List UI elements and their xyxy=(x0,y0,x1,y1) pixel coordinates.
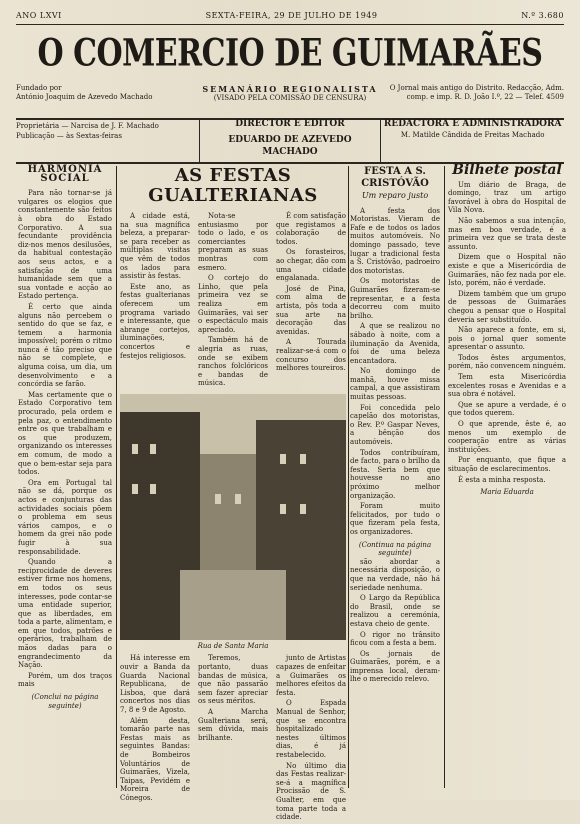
regional-label: SEMANÁRIO REGIONALISTA xyxy=(202,84,378,94)
top-text-columns xyxy=(120,212,346,390)
founder-name: António Joaquim de Azevedo Machado xyxy=(16,93,153,102)
article-festas-gualterianas xyxy=(120,165,346,822)
paragraph: Não aparece a fonte, em si, pois o jornal quer somente apresentar o assunto. xyxy=(448,326,566,352)
date-label: SEXTA-FEIRA, 29 DE JULHO DE 1949 xyxy=(205,10,378,20)
paragraph: Para não tornar-se já vulgares os elogios que constantemente são feitos à obra do Estado Corporativo. A sua fecundante providência diz-nos menos desilusões, da habitual contestação aos seus actos, e a satisfação de uma humanidade sem que a sua vontade e acção ao Estado pertença. xyxy=(18,189,112,301)
paragraph: Nota-se entusiasmo por todo o lado, e os comerciantes preparam as suas montras com esmero. xyxy=(198,212,268,272)
paragraph: O cortejo do Linho, que pela primeira vez se realiza em Guimarães, vai ser o espectáculo mais apreciado. xyxy=(198,274,268,334)
column-rule xyxy=(444,166,445,788)
founder-label: Fundado por xyxy=(16,84,62,92)
paragraph: É com satisfação que registamos a colaboração de todos. xyxy=(276,212,346,246)
paragraph: É esta a minha resposta. xyxy=(458,475,546,484)
paragraph: A que se realizou no sábado à noite, com a iluminação da Avenida, foi de uma beleza encantadora. xyxy=(350,322,440,365)
paragraph: Este ano, as festas gualterianas oferecem um programa variado e interessante, que abrange cortejos, iluminações, concertos e festejos religiosos. xyxy=(120,282,190,360)
text-column xyxy=(120,654,190,823)
article-heading: AS FESTAS GUALTERIANAS xyxy=(148,165,318,206)
photo-caption: Rua de Santa Maria xyxy=(197,641,269,650)
paragraph: A Marcha Gualteriana será, sem dúvida, mais brilhante. xyxy=(198,708,268,742)
paragraph: O que aprende, êste é, ao menos um exemplo de cooperação entre as várias instituições. xyxy=(448,420,566,454)
article-festa-s-cristovao xyxy=(350,166,440,788)
masthead-title: O COMERCIO DE GUIMARÃES xyxy=(37,31,543,75)
article-harmonia-social xyxy=(18,166,112,788)
bottom-text-columns xyxy=(120,654,346,823)
author-signature: Maria Eduarda xyxy=(480,488,534,497)
paragraph: Teremos, portanto, duas bandas de música, que não passarão sem fazer apreciar os seus méritos. xyxy=(198,654,268,706)
paragraph: Foi concedida pelo capelão dos motoristas, o Rev. P.º Gaspar Neves, a bênção dos automóveis. xyxy=(350,403,440,447)
text-column xyxy=(198,654,268,823)
publication-line: Publicação — às Sextas-feiras xyxy=(16,131,122,140)
paragraph: Um diário de Braga, de domingo, traz um artigo favorável à obra do Hospital de Vila Nova. xyxy=(448,180,566,215)
text-column xyxy=(276,212,346,390)
editor-heading: DIRECTOR E EDITOR xyxy=(235,119,345,129)
address-block xyxy=(387,84,564,118)
founder-block xyxy=(16,84,193,118)
text-column xyxy=(198,212,268,390)
paragraph: Dizem também que um grupo de pessoas de Guimarães chegou a pensar que o Hospital deveria ser substituído. xyxy=(448,289,566,324)
paragraph: No domingo de manhã, houve missa campal, a que assistiram muitas pessoas. xyxy=(350,367,440,402)
article-heading: FESTA A S. CRISTÓVÃO xyxy=(361,166,429,189)
paragraph: Os forasteiros, ao chegar, dão com uma cidade engalanada. xyxy=(276,248,346,283)
paragraph: Além desta, tomarão parte nas Festas mais as seguintes Bandas: de Bombeiros Voluntários de Guimarães, Vizela, Taipas, Pevidém e Moreira de Cónegos. xyxy=(120,716,190,802)
article-bilhete-postal xyxy=(448,162,566,788)
address-line-2: comp. e imp. R. D. João I.º, 22 — Telef. 4509 xyxy=(406,93,564,102)
paragraph: Ora em Portugal tal não se dá, porque os actos e conjunturas das actividades sociais põem o problema em seus vários campos, e o homem da grei não pode fugir à sua responsabilidade. xyxy=(18,478,112,556)
issue-number: N.º 3.680 xyxy=(521,10,564,20)
paragraph: É certo que ainda alguns não percebem o sentido do que se faz, e temem a harmonia impossível; porém o ritmo nunca é tão preciso que não se complete, e alguma coisa, um dia, um desenvolvimento e a concórdia se farão. xyxy=(18,302,112,389)
continuation-note: (Conclui na página seguinte) xyxy=(31,693,99,710)
paragraph: O Largo da República do Brasil, onde se realizou a ceremónia, estava cheio de gente. xyxy=(350,594,440,628)
paragraph: José de Pina, com alma de artista, pôs toda a sua arte na decoração das avenidas. xyxy=(276,284,346,336)
subhead xyxy=(16,84,564,120)
admin-name: M. Matilde Cândida de Freitas Machado xyxy=(400,130,545,139)
regional-block xyxy=(201,84,378,118)
paragraph: Não sabemos a sua intenção, mas em boa verdade, é a primeira vez que se trata deste assunto. xyxy=(448,216,566,251)
paragraph: Todos êstes argumentos, porém, não convencem ninguém. xyxy=(448,353,566,371)
paragraph: Foram muito felicitados, por tudo o que fizeram pela festa, os organizadores. xyxy=(350,502,440,536)
paragraph: são abordar a necessária disposição, o que na verdade, não há seriedade nenhuma. xyxy=(350,557,440,592)
owner-line: Proprietária — Narcisa de J. F. Machado xyxy=(16,122,159,130)
paragraph: Por enquanto, que fique a situação de esclarecimentos. xyxy=(448,456,566,473)
paragraph: Os motoristas de Guimarães fizeram-se representar, e a festa decorreu com muito brilho. xyxy=(350,277,440,320)
paragraph: A festa dos Motoristas. Vieram de Fafe e de todos os lados muitos automóveis. No domingo passado, teve lugar a tradicional festa a S. Cristóvão, padroeiro dos motoristas. xyxy=(350,206,440,275)
address-line-1: O Jornal mais antigo do Distrito. Redacção, Adm. xyxy=(389,84,564,92)
paragraph: Que se apure a verdade, é o que todos querem. xyxy=(448,400,566,418)
article-heading: Bilhete postal xyxy=(452,162,562,178)
text-column xyxy=(120,212,190,390)
paragraph: junto de Artistas capazes de enfeitar a Guimarães os melhores efeitos da festa. xyxy=(276,654,346,697)
paragraph: Tem esta Misericórdia excelentes rosas e Avenidas e a sua obra é notável. xyxy=(448,373,566,399)
paragraph: Quando a reciprocidade de deveres estiver firme nos homens, em todos os seus interesses, pode contar-se uma entidade superior, que as liberdades, em toda a parte, alimentam, e em que todos, patrões e operários, trabalham de mãos dadas para o engrandecimento da Nação. xyxy=(18,558,112,670)
paragraph: Mas certamente que o Estado Corporativo tem procurado, pela ordem e pela paz, o entendimento entre os que trabalham e os que produzem, organizando os interesses em comum, de modo a que o bem-estar seja para todos. xyxy=(18,390,112,477)
paragraph: Os jornais de Guimarães, porém, e a imprensa local, deram-lhe o merecido relevo. xyxy=(350,649,440,684)
staff-info xyxy=(16,118,564,164)
censorship-label: (VISADO PELA COMISSÃO DE CENSURA) xyxy=(213,94,367,103)
text-column xyxy=(276,654,346,823)
paragraph: Também há de alegria as ruas, onde se exibem ranchos folclóricos e bandas de música. xyxy=(198,336,268,388)
article-subheading: Um reparo justo xyxy=(361,191,429,200)
street-photo xyxy=(120,394,346,640)
owner-block xyxy=(16,118,199,162)
paragraph: Dizem que o Hospital não existe e que a Misericórdia de Guimarães, não fez nada por ele. Isto, porém, não é verdade. xyxy=(448,253,566,288)
paragraph: Porém, um dos traços mais xyxy=(18,671,112,689)
editor-name: EDUARDO DE AZEVEDO MACHADO xyxy=(228,134,352,158)
continuation-note: (Continua na página seguinte) xyxy=(358,540,432,558)
admin-block xyxy=(381,118,564,162)
paragraph: O rigor no trânsito ficou com a festa a bem. xyxy=(350,630,440,648)
column-rule xyxy=(116,166,117,788)
article-heading: HARMONIA SOCIAL xyxy=(27,164,103,184)
paragraph: Há interesse em ouvir a Banda da Guarda Nacional Republicana, de Lisboa, que dará concertos nos dias 7, 8 e 9 de Agosto. xyxy=(120,654,190,715)
paragraph: O Espada Manual de Senhor, que se encontra hospitalizado nestes últimos dias, é já restabelecido. xyxy=(276,699,346,759)
paragraph: A cidade está, na sua magnífica beleza, a preparar-se para receber as múltiplas visitas que vêm de todos os lados para assistir às festas. xyxy=(120,212,190,281)
paragraph: No último dia das Festas realizar-se-á a magnífica Procissão de S. Gualter, em que toma parte toda a cidade. xyxy=(276,761,346,822)
column-rule xyxy=(348,166,349,788)
editor-block xyxy=(199,118,382,162)
admin-heading: REDACTORA E ADMINISTRADORA xyxy=(383,119,562,129)
paragraph: Todos contribuíram, de facto, para o brilho da festa. Seria bem que houvesse no ano próximo melhor organização. xyxy=(350,448,440,500)
year-label: ANO LXVI xyxy=(16,10,62,20)
paragraph: A Tourada realizar-se-á com o concurso dos melhores toureiros. xyxy=(276,338,346,373)
